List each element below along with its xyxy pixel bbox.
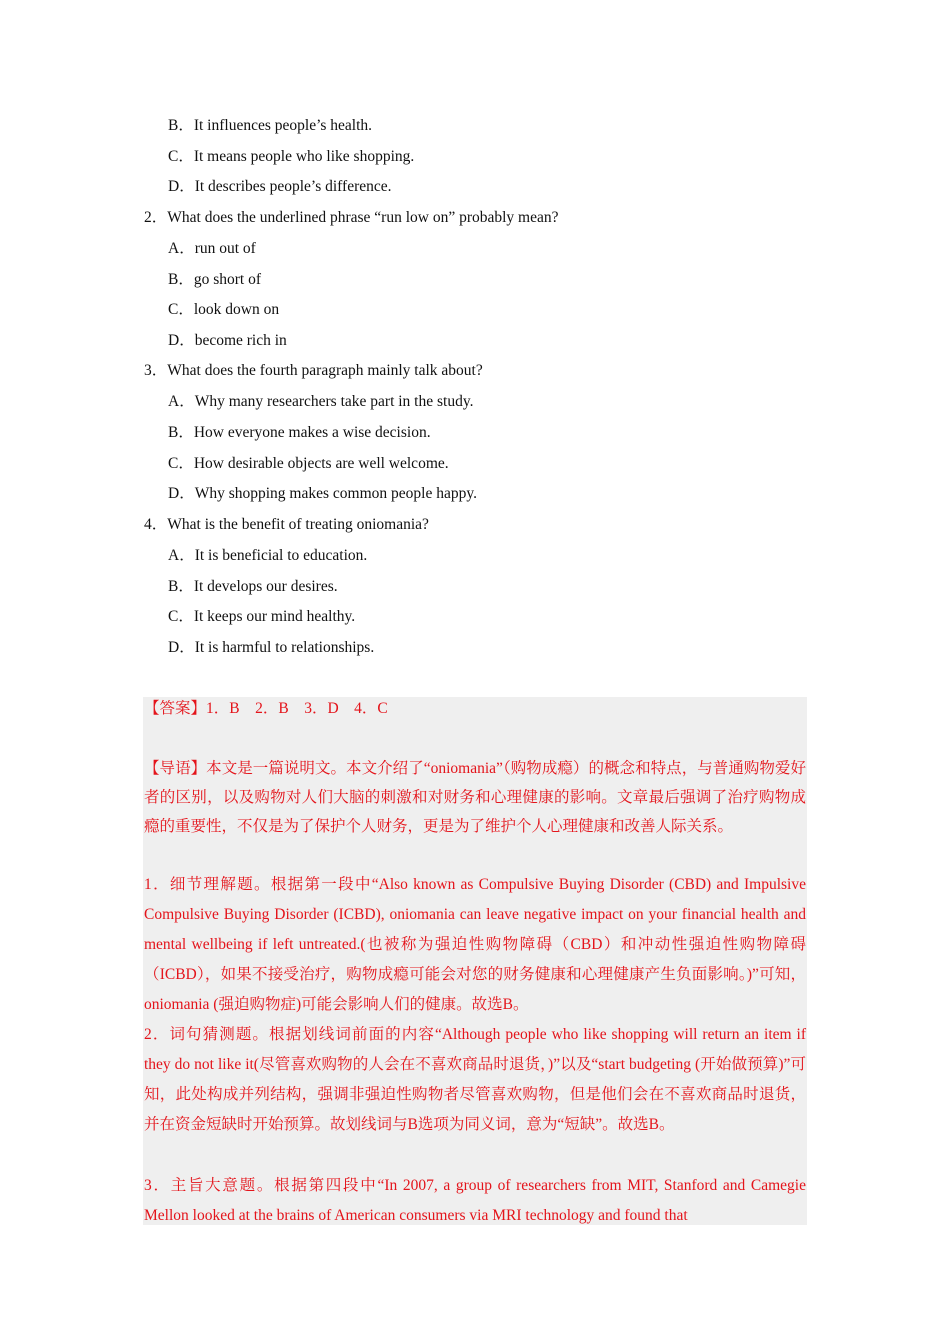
q2-option-a: A．run out of (168, 240, 256, 257)
q2-option-c: C．look down on (168, 301, 280, 318)
explanation-3: 3．主旨大意题。根据第四段中“In 2007, a group of researchers from MIT, Stanford and Camegie Mellon looked at the brains of American consumers via MRI technology and found that (144, 1177, 806, 1224)
q4-option-b: B．It develops our desires. (168, 578, 338, 595)
intro-paragraph (144, 754, 806, 841)
q3-option-a: A．Why many researchers take part in the study. (168, 393, 474, 410)
q1-option-c: C．It means people who like shopping. (168, 148, 415, 165)
answer-text: 1．B 2．B 3．D 4．C (206, 700, 388, 717)
q4-stem: 4．What is the benefit of treating oniomania? (144, 516, 429, 533)
answer-label: 【答案】 (144, 700, 207, 717)
q4-option-c: C．It keeps our mind healthy. (168, 608, 356, 625)
q3-option-b: B．How everyone makes a wise decision. (168, 424, 431, 441)
answer-line (144, 694, 806, 724)
q2-stem: 2．What does the underlined phrase “run low on” probably mean? (144, 209, 559, 226)
explanation-2: 2．词句猜测题。根据划线词前面的内容“Although people who like shopping will return an item if they do not like it(尽管喜欢购物的人会在不喜欢商品时退货，)”以及“start budgeting (开始做预算)”可知，此处构成并列结构，强调非强迫性购物者尽管喜欢购物，但是他们会在不喜欢商品时退货，并在资金短缺时开始预算。故划线词与B选项为同义词，意为“短缺”。故选B。 (144, 1026, 806, 1133)
q2-option-b: B．go short of (168, 271, 262, 288)
q3-stem: 3．What does the fourth paragraph mainly talk about? (144, 362, 483, 379)
q3-option-d: D．Why shopping makes common people happy. (168, 485, 477, 502)
explanation-1: 1．细节理解题。根据第一段中“Also known as Compulsive Buying Disorder (CBD) and Impulsive Compulsive Buying Disorder (ICBD), oniomania can leave negative impact on your financial health and mental wellbeing if left untreated.(也被称为强迫性购物障碍（CBD）和冲动性强迫性购物障碍（ICBD），如果不接受治疗，购物成瘾可能会对您的财务健康和心理健康产生负面影响。)”可知，oniomania (强迫购物症)可能会影响人们的健康。故选B。 (144, 876, 806, 1013)
intro-label: 【导语】 (144, 760, 207, 777)
q1-option-d: D．It describes people’s difference. (168, 178, 392, 195)
intro-text: 本文是一篇说明文。本文介绍了“oniomania”（购物成瘾）的概念和特点，与普通购物爱好者的区别，以及购物对人们大脑的刺激和对财务和心理健康的影响。文章最后强调了治疗购物成瘾的重要性，不仅是为了保护个人财务，更是为了维护个人心理健康和改善人际关系。 (144, 760, 806, 835)
q4-option-d: D．It is harmful to relationships. (168, 639, 375, 656)
q3-option-c: C．How desirable objects are well welcome. (168, 455, 449, 472)
q2-option-d: D．become rich in (168, 332, 287, 349)
q1-option-b: B．It influences people’s health. (168, 117, 373, 134)
q4-option-a: A．It is beneficial to education. (168, 547, 368, 564)
